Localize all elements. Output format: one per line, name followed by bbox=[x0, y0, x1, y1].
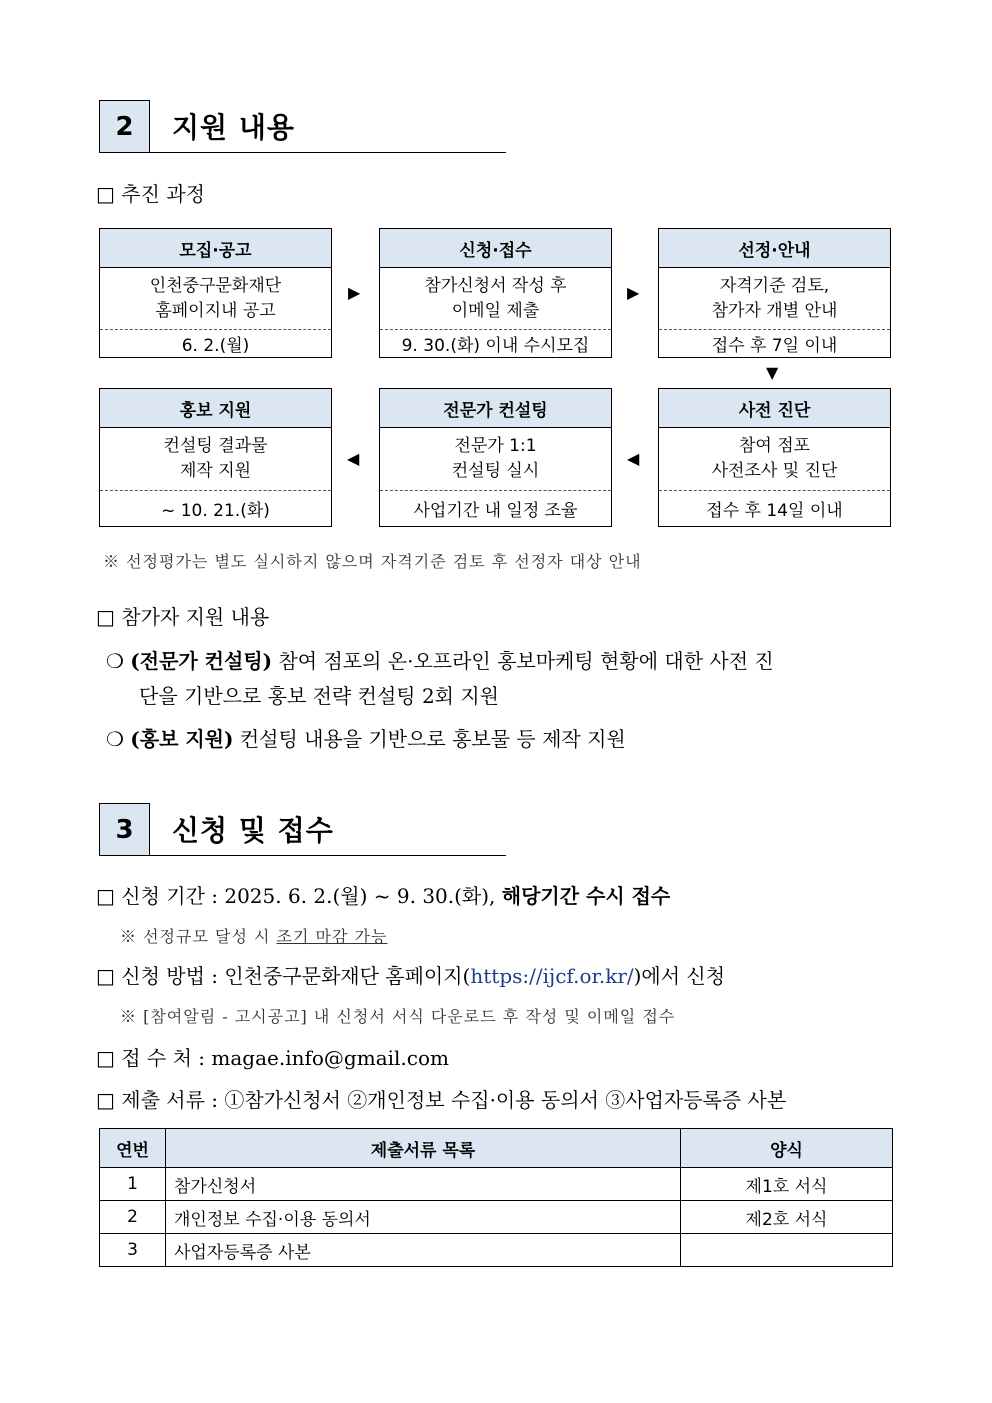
process-step-apply bbox=[379, 228, 612, 358]
period-bold: 해당기간 수시 접수 bbox=[501, 884, 671, 908]
table-header-row bbox=[100, 1129, 893, 1168]
table-cell: 제1호 서식 bbox=[681, 1168, 893, 1201]
step-date: 접수 후 7일 이내 bbox=[711, 336, 838, 356]
process-note: ※ 선정평가는 별도 실시하지 않으며 자격기준 검토 후 선정자 대상 안내 bbox=[103, 552, 642, 571]
step-date: 6. 2.(월) bbox=[181, 336, 250, 356]
table-row bbox=[100, 1168, 893, 1201]
method-note: ※ [참여알림 - 고시공고] 내 신청서 서식 다운로드 후 작성 및 이메일 접수 bbox=[120, 1007, 676, 1026]
period-note bbox=[120, 924, 387, 947]
support-item bbox=[106, 723, 626, 752]
arrow-right-icon: ▶ bbox=[348, 283, 361, 302]
step-body-line: 자격기준 검토, bbox=[719, 275, 830, 296]
table-cell: 제2호 서식 bbox=[681, 1201, 893, 1234]
step-title: 모집·공고 bbox=[100, 229, 331, 268]
section-title: 신청 및 접수 bbox=[172, 814, 334, 847]
step-date: 접수 후 14일 이내 bbox=[706, 501, 843, 521]
step-body bbox=[380, 428, 611, 491]
arrow-right-icon: ▶ bbox=[627, 283, 640, 302]
column-header: 제출서류 목록 bbox=[166, 1129, 681, 1168]
step-body-line: 참가자 개별 안내 bbox=[711, 300, 838, 321]
step-body-line: 컨설팅 실시 bbox=[451, 461, 540, 481]
step-body bbox=[380, 268, 611, 330]
step-title: 신청·접수 bbox=[380, 229, 611, 268]
table-cell: 사업자등록증 사본 bbox=[166, 1234, 681, 1267]
method-label: □ 신청 방법 : 인천중구문화재단 홈페이지( bbox=[96, 964, 471, 988]
documents-line: □ 제출 서류 : ①참가신청서 ②개인정보 수집·이용 동의서 ③사업자등록증 사본 bbox=[96, 1088, 787, 1112]
contact-label: □ 접 수 처 : bbox=[96, 1046, 212, 1070]
section-number: 3 bbox=[99, 803, 150, 856]
process-heading: □ 추진 과정 bbox=[96, 182, 205, 206]
step-title: 전문가 컨설팅 bbox=[380, 389, 611, 428]
table-cell: 2 bbox=[100, 1201, 166, 1234]
step-body-line: 전문가 1:1 bbox=[454, 436, 537, 456]
table-cell: 3 bbox=[100, 1234, 166, 1267]
process-step-diagnosis bbox=[658, 388, 891, 527]
method-suffix: )에서 신청 bbox=[633, 964, 726, 988]
table-cell: 개인정보 수집·이용 동의서 bbox=[166, 1201, 681, 1234]
table-cell bbox=[681, 1234, 893, 1267]
period-note-text: ※ 선정규모 달성 시 bbox=[120, 927, 277, 946]
step-body bbox=[659, 268, 890, 330]
step-body-line: 이메일 제출 bbox=[451, 300, 540, 321]
arrow-down-icon: ▼ bbox=[766, 363, 779, 382]
step-body bbox=[100, 268, 331, 330]
column-header: 양식 bbox=[681, 1129, 893, 1168]
step-body-line: 홈페이지내 공고 bbox=[155, 300, 276, 321]
support-item-text: 참여 점포의 온·오프라인 홍보마케팅 현황에 대한 사전 진 bbox=[272, 649, 774, 673]
table-cell: 1 bbox=[100, 1168, 166, 1201]
arrow-left-icon: ◀ bbox=[347, 449, 360, 468]
step-body-line: 컨설팅 결과물 bbox=[163, 436, 268, 456]
support-heading: □ 참가자 지원 내용 bbox=[96, 605, 270, 629]
column-header: 연번 bbox=[100, 1129, 166, 1168]
contact-email[interactable]: magae.info@gmail.com bbox=[211, 1046, 449, 1070]
application-period bbox=[96, 880, 670, 909]
application-method bbox=[96, 960, 725, 989]
documents-table bbox=[99, 1128, 893, 1267]
arrow-left-icon: ◀ bbox=[627, 449, 640, 468]
step-date: 사업기간 내 일정 조율 bbox=[413, 501, 578, 521]
step-title: 선정·안내 bbox=[659, 229, 890, 268]
bullet-icon: ❍ bbox=[106, 727, 124, 751]
step-date: ~ 10. 21.(화) bbox=[161, 501, 270, 521]
step-body-line: 참가신청서 작성 후 bbox=[424, 275, 567, 296]
contact-line bbox=[96, 1042, 449, 1071]
table-row bbox=[100, 1201, 893, 1234]
process-step-consulting bbox=[379, 388, 612, 527]
step-body-line: 사전조사 및 진단 bbox=[711, 461, 838, 481]
step-body bbox=[659, 428, 890, 491]
step-body-line: 제작 지원 bbox=[179, 461, 252, 481]
support-item-title: (전문가 컨설팅) bbox=[130, 649, 273, 673]
support-item-continuation: 단을 기반으로 홍보 전략 컨설팅 2회 지원 bbox=[139, 684, 499, 708]
homepage-link[interactable]: https://ijcf.or.kr/ bbox=[470, 964, 634, 988]
step-body bbox=[100, 428, 331, 491]
section-number: 2 bbox=[99, 100, 150, 153]
support-item bbox=[106, 645, 774, 674]
process-step-promotion bbox=[99, 388, 332, 527]
process-step-select bbox=[658, 228, 891, 358]
step-title: 사전 진단 bbox=[659, 389, 890, 428]
section-underline bbox=[150, 855, 506, 856]
process-step-recruit bbox=[99, 228, 332, 358]
section-title: 지원 내용 bbox=[172, 111, 295, 144]
section-underline bbox=[150, 152, 506, 153]
step-body-line: 참여 점포 bbox=[738, 436, 811, 456]
bullet-icon: ❍ bbox=[106, 649, 124, 673]
period-label: □ 신청 기간 : 2025. 6. 2.(월) ~ 9. 30.(화), bbox=[96, 884, 502, 908]
step-body-line: 인천중구문화재단 bbox=[149, 275, 282, 296]
period-note-underlined: 조기 마감 가능 bbox=[276, 927, 388, 946]
table-row bbox=[100, 1234, 893, 1267]
step-title: 홍보 지원 bbox=[100, 389, 331, 428]
step-date: 9. 30.(화) 이내 수시모집 bbox=[401, 336, 590, 356]
support-item-text: 컨설팅 내용을 기반으로 홍보물 등 제작 지원 bbox=[233, 727, 626, 751]
table-cell: 참가신청서 bbox=[166, 1168, 681, 1201]
support-item-title: (홍보 지원) bbox=[130, 727, 234, 751]
